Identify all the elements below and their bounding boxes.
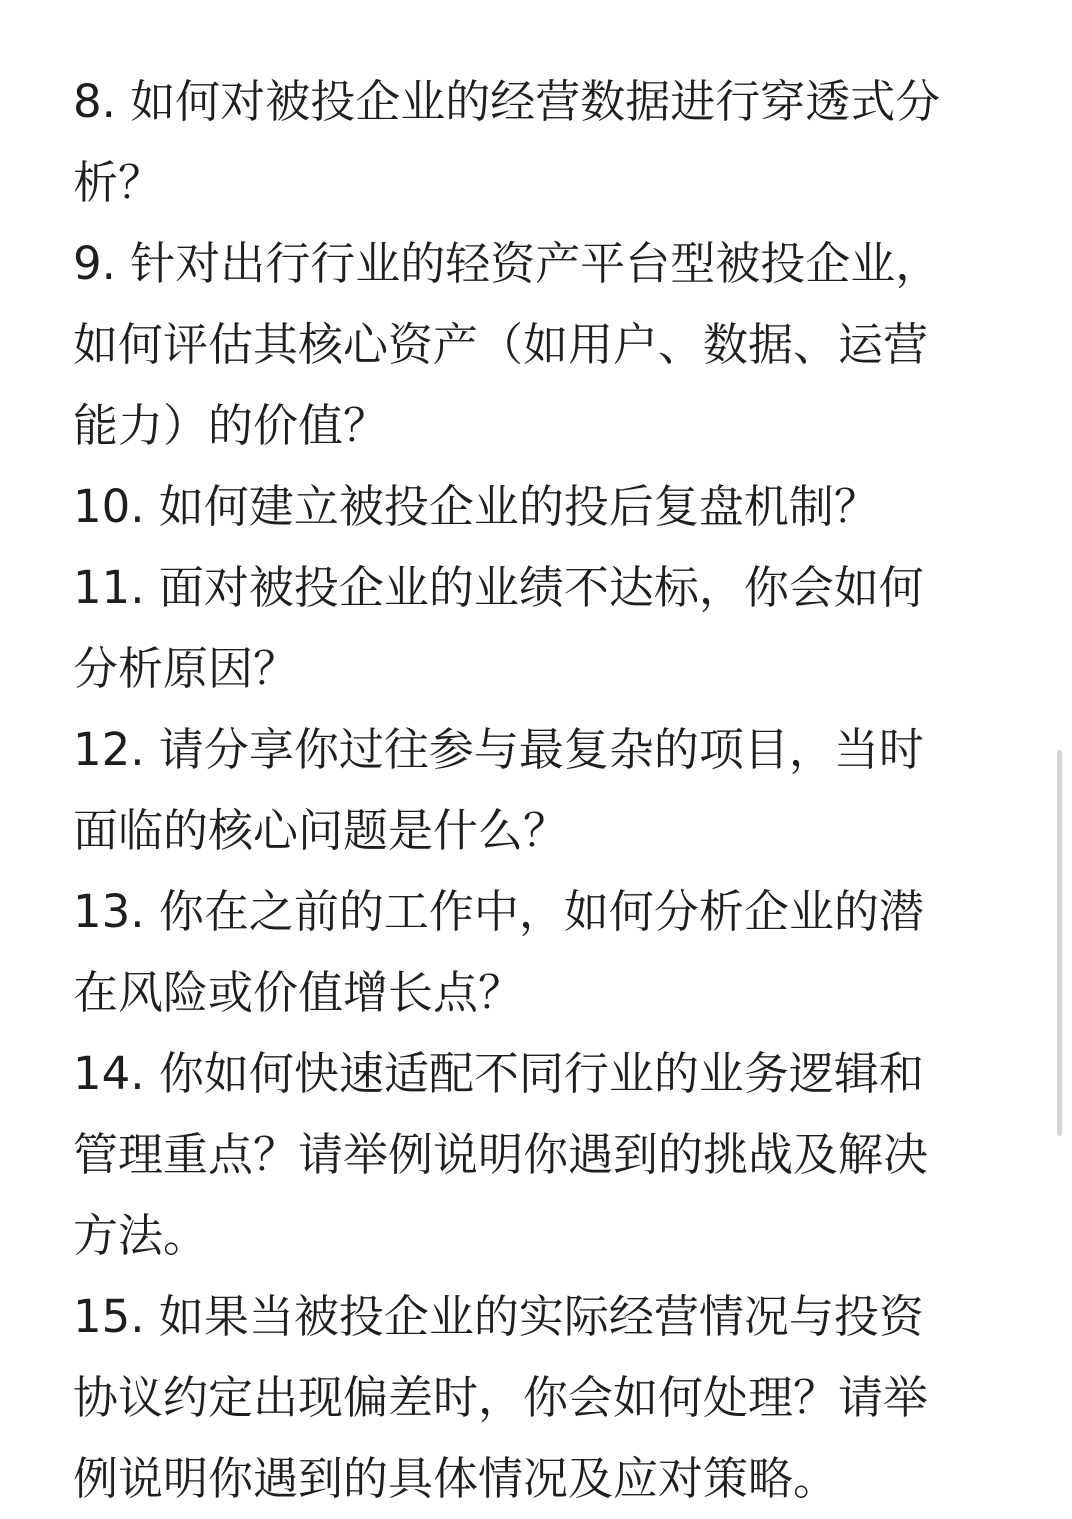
question-15-line-1: 15. 如果当被投企业的实际经营情况与投资	[73, 1290, 924, 1343]
question-11-line-1: 11. 面对被投企业的业绩不达标，你会如何	[73, 561, 924, 614]
question-13-line-2: 在风险或价值增长点？	[73, 966, 524, 1019]
question-10-line-1: 10. 如何建立被投企业的投后复盘机制？	[73, 480, 879, 533]
question-9-line-3: 能力）的价值？	[73, 399, 389, 452]
question-12-line-1: 12. 请分享你过往参与最复杂的项目，当时	[73, 723, 924, 776]
scrollbar-thumb[interactable]	[1057, 750, 1062, 1136]
document-body	[73, 0, 983, 1519]
question-12-line-2: 面临的核心问题是什么？	[73, 804, 569, 857]
question-15-line-2: 协议约定出现偏差时，你会如何处理？请举	[73, 1371, 929, 1424]
question-14-line-2: 管理重点？请举例说明你遇到的挑战及解决	[73, 1128, 929, 1181]
question-11-line-2: 分析原因？	[73, 642, 299, 695]
question-13-line-1: 13. 你在之前的工作中，如何分析企业的潜	[73, 885, 924, 938]
question-14-line-3: 方法。	[73, 1209, 209, 1262]
question-8-line-1: 8. 如何对被投企业的经营数据进行穿透式分	[73, 75, 941, 128]
question-9-line-1: 9. 针对出行行业的轻资产平台型被投企业，	[73, 237, 941, 290]
question-14-line-1: 14. 你如何快速适配不同行业的业务逻辑和	[73, 1047, 924, 1100]
question-8-line-2: 析？	[73, 156, 164, 209]
question-9-line-2: 如何评估其核心资产（如用户、数据、运营	[73, 318, 929, 371]
question-15-line-3: 例说明你遇到的具体情况及应对策略。	[73, 1452, 839, 1505]
text-line-partial	[73, 0, 983, 61]
